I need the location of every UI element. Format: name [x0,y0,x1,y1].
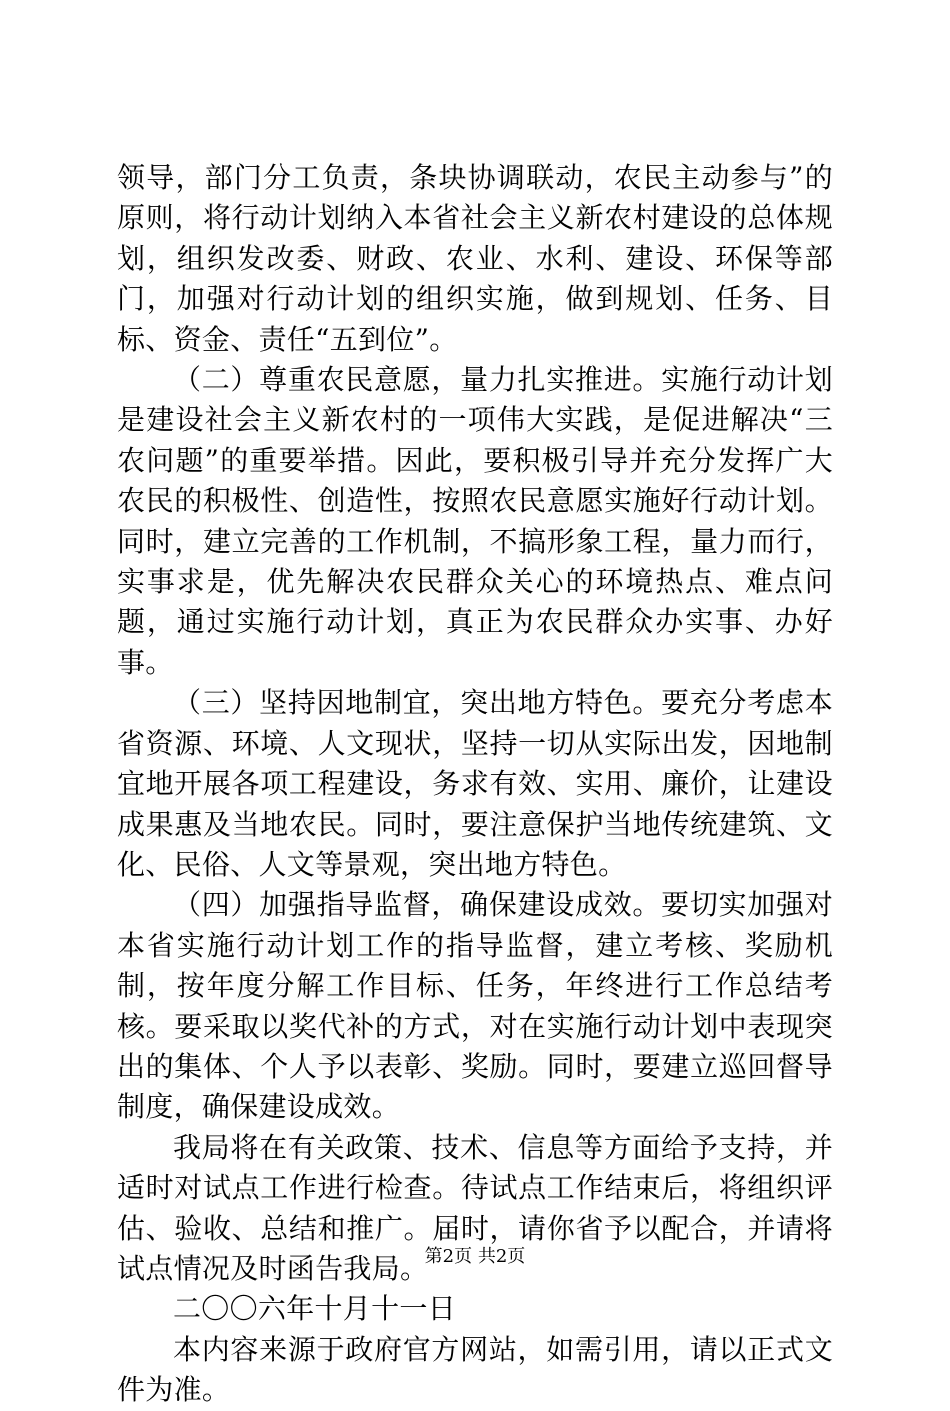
paragraph-section-4: （四）加强指导监督，确保建设成效。要切实加强对本省实施行动计划工作的指导监督，建立考核、奖励机制，按年度分解工作目标、任务，年终进行工作总结考核。要采取以奖代补的方式，对在实施行动计划中表现突出的集体、个人予以表彰、奖励。同时，要建立巡回督导制度，确保建设成效。 [117,888,833,1124]
paragraph-continuation: 领导，部门分工负责，条块协调联动，农民主动参与”的原则，将行动计划纳入本省社会主义新农村建设的总体规划，组织发改委、财政、农业、水利、建设、环保等部门，加强对行动计划的组织实施，做到规划、任务、目标、资金、责任“五到位”。 [117,161,833,356]
document-body [117,158,833,1411]
paragraph-section-2: （二）尊重农民意愿，量力扎实推进。实施行动计划是建设社会主义新农村的一项伟大实践，是促进解决“三农问题”的重要举措。因此，要积极引导并充分发挥广大农民的积极性、创造性，按照农民意愿实施好行动计划。同时，建立完善的工作机制，不搞形象工程，量力而行，实事求是，优先解决农民群众关心的环境热点、难点问题，通过实施行动计划，真正为农民群众办实事、办好事。 [117,363,833,679]
paragraph-support: 我局将在有关政策、技术、信息等方面给予支持，并适时对试点工作进行检查。待试点工作结束后，将组织评估、验收、总结和推广。届时，请你省予以配合，并请将试点情况及时函告我局。 [117,1130,833,1285]
paragraph-source-note: 本内容来源于政府官方网站，如需引用，请以正式文件为准。 [117,1332,833,1407]
paragraph-date: 二〇〇六年十月十一日 [173,1292,457,1326]
paragraph-section-3: （三）坚持因地制宜，突出地方特色。要充分考虑本省资源、环境、人文现状，坚持一切从实际出发，因地制宜地开展各项工程建设，务求有效、实用、廉价，让建设成果惠及当地农民。同时，要注意保护当地传统建筑、文化、民俗、人文等景观，突出地方特色。 [117,686,833,881]
page-number-footer: 第2页 共2页 [424,1246,526,1267]
